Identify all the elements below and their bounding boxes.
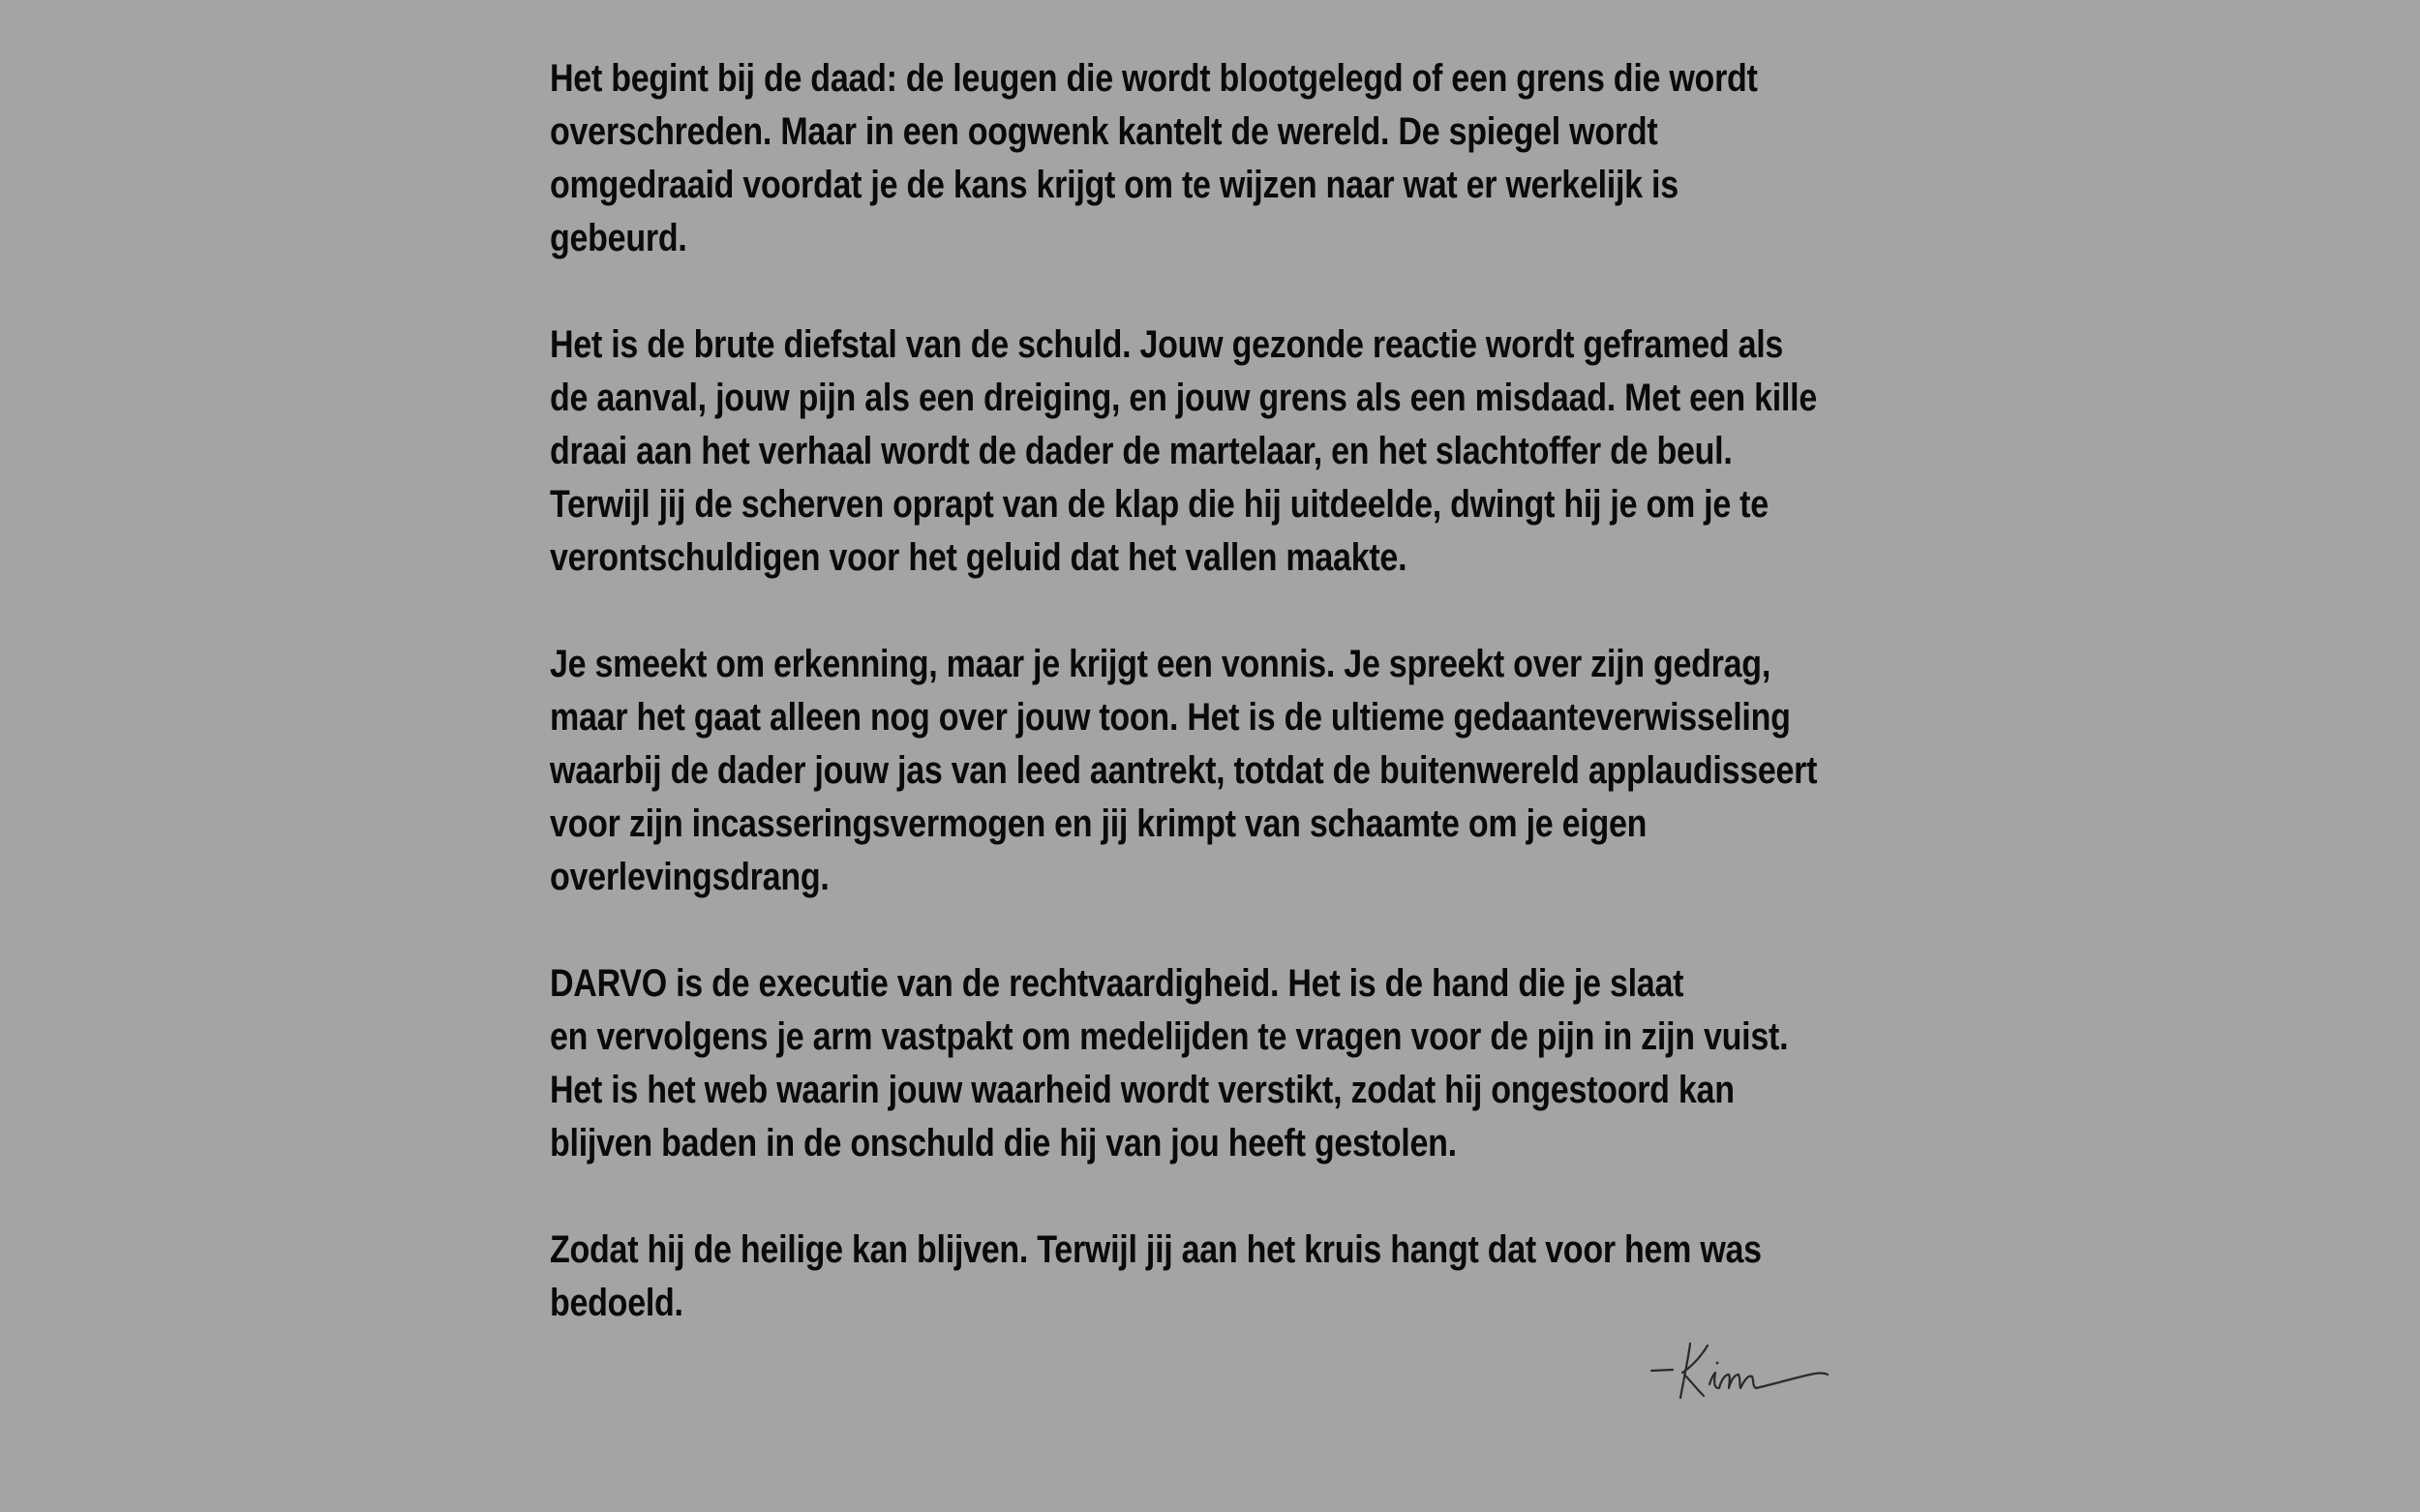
text-line: en vervolgens je arm vastpakt om medelijden te vragen voor de pijn in zijn vuist. bbox=[550, 1015, 1789, 1058]
text-line: overschreden. Maar in een oogwenk kantelt de wereld. De spiegel wordt bbox=[550, 110, 1658, 153]
poem-text bbox=[550, 52, 1818, 1330]
text-line: DARVO is de executie van de rechtvaardigheid. Het is de hand die je slaat bbox=[550, 962, 1684, 1005]
text-line: gebeurd. bbox=[550, 217, 687, 259]
text-line: Je smeekt om erkenning, maar je krijgt een vonnis. Je spreekt over zijn gedrag, bbox=[550, 643, 1771, 685]
text-line: voor zijn incasseringsvermogen en jij krimpt van schaamte om je eigen bbox=[550, 802, 1648, 845]
text-line: verontschuldigen voor het geluid dat het vallen maakte. bbox=[550, 536, 1407, 579]
text-line: Het begint bij de daad: de leugen die wordt blootgelegd of een grens die wordt bbox=[550, 57, 1758, 100]
text-line: maar het gaat alleen nog over jouw toon. Het is de ultieme gedaanteverwisseling bbox=[550, 696, 1791, 739]
paragraph-1 bbox=[550, 52, 1758, 265]
text-line: overlevingsdrang. bbox=[550, 856, 830, 898]
text-line: Zodat hij de heilige kan blijven. Terwijl jij aan het kruis hangt dat voor hem was bbox=[550, 1228, 1762, 1271]
text-line: Het is de brute diefstal van de schuld. Jouw gezonde reactie wordt geframed als bbox=[550, 323, 1784, 366]
text-line: de aanval, jouw pijn als een dreiging, en jouw grens als een misdaad. Met een kille bbox=[550, 377, 1818, 419]
text-line: bedoeld. bbox=[550, 1282, 683, 1324]
text-line: Terwijl jij de scherven oprapt van de klap die hij uitdeelde, dwingt hij je om je te bbox=[550, 483, 1769, 526]
paragraph-5 bbox=[550, 1224, 1762, 1330]
text-line: blijven baden in de onschuld die hij van jou heeft gestolen. bbox=[550, 1122, 1457, 1164]
text-line: Het is het web waarin jouw waarheid wordt verstikt, zodat hij ongestoord kan bbox=[550, 1069, 1735, 1111]
paragraph-3 bbox=[550, 638, 1818, 904]
text-line: draai aan het verhaal wordt de dader de martelaar, en het slachtoffer de beul. bbox=[550, 430, 1733, 472]
text-line: waarbij de dader jouw jas van leed aantrekt, totdat de buitenwereld applaudisseert bbox=[550, 749, 1818, 792]
text-line: omgedraaid voordat je de kans krijgt om te wijzen naar wat er werkelijk is bbox=[550, 164, 1679, 206]
paragraph-4 bbox=[550, 957, 1789, 1170]
paragraph-2 bbox=[550, 318, 1818, 585]
signature bbox=[1648, 1326, 1831, 1413]
